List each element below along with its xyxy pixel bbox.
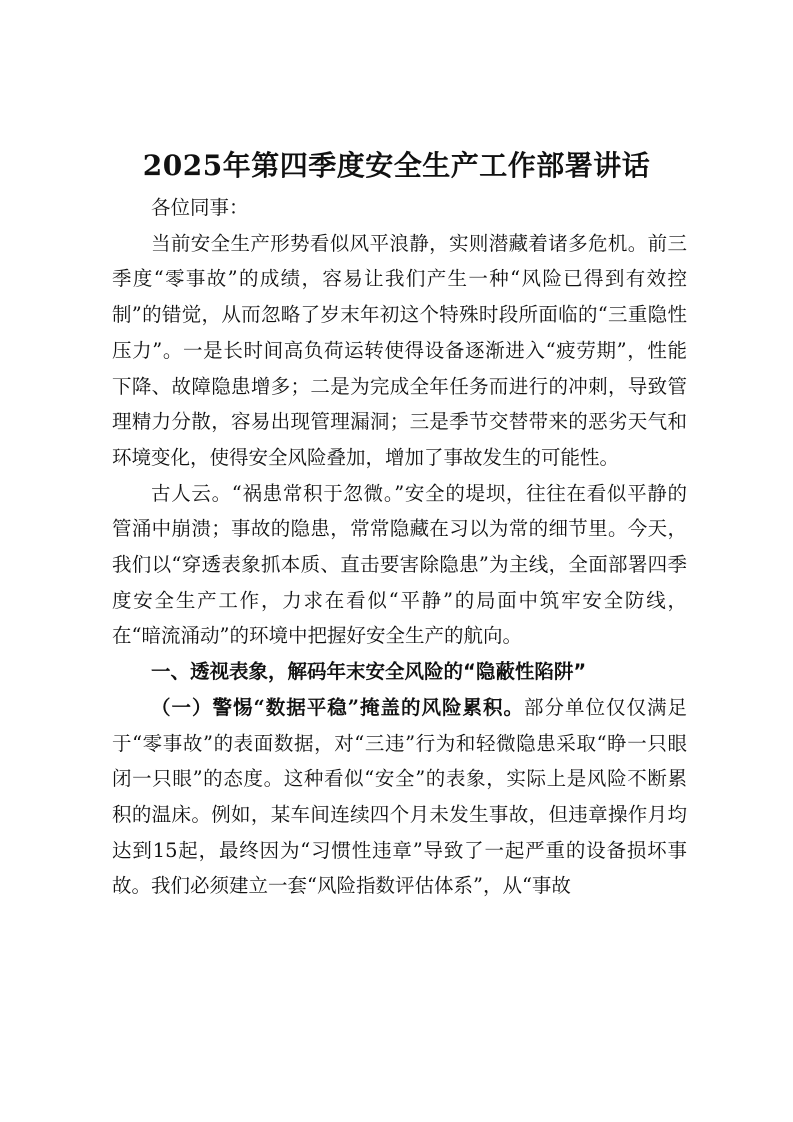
section-heading: 一、透视表象，解码年末安全风险的“隐蔽性陷阱”	[151, 660, 587, 684]
paragraph: 古人云。“祸患常积于忽微。”安全的堤坝，往往在看似平静的管涌中崩溃；事故的隐患，常常隐藏在习以为常的细节里。今天，我们以“穿透表象抓本质、直击要害除隐患”为主线，全面部署四季度安全生产工作，力求在看似“平静”的局面中筑牢安全防线，在“暗流涌动”的环境中把握好安全生产的航向。	[112, 481, 687, 648]
subsection-text: 部分单位仅仅满足于“零事故”的表面数据，对“三违”行为和轻微隐患采取“睁一只眼闭一只眼”的态度。这种看似“安全”的表象，实际上是风险不断累积的温床。例如，某车间连续四个月未发生事故，但违章操作月均达到15起，最终因为“习惯性违章”导致了一起严重的设备损坏事故。我们必须建立一套“风险指数评估体系”，从“事故	[112, 695, 687, 898]
greeting: 各位同事：	[151, 196, 249, 219]
paragraph: 当前安全生产形势看似风平浪静，实则潜藏着诸多危机。前三季度“零事故”的成绩，容易让我们产生一种“风险已得到有效控制”的错觉，从而忽略了岁末年初这个特殊时段所面临的“三重隐性压力”。一是长时间高负荷运转使得设备逐渐进入“疲劳期”，性能下降、故障隐患增多；二是为完成全年任务而进行的冲刺，导致管理精力分散，容易出现管理漏洞；三是季节交替带来的恶劣天气和环境变化，使得安全风险叠加，增加了事故发生的可能性。	[112, 231, 687, 469]
subsection-paragraph	[112, 690, 687, 904]
document-title: 2025年第四季度安全生产工作部署讲话	[142, 149, 651, 182]
document-body	[112, 190, 687, 904]
subsection-lead: （一）警惕“数据平稳”掩盖的风险累积。	[151, 695, 524, 719]
